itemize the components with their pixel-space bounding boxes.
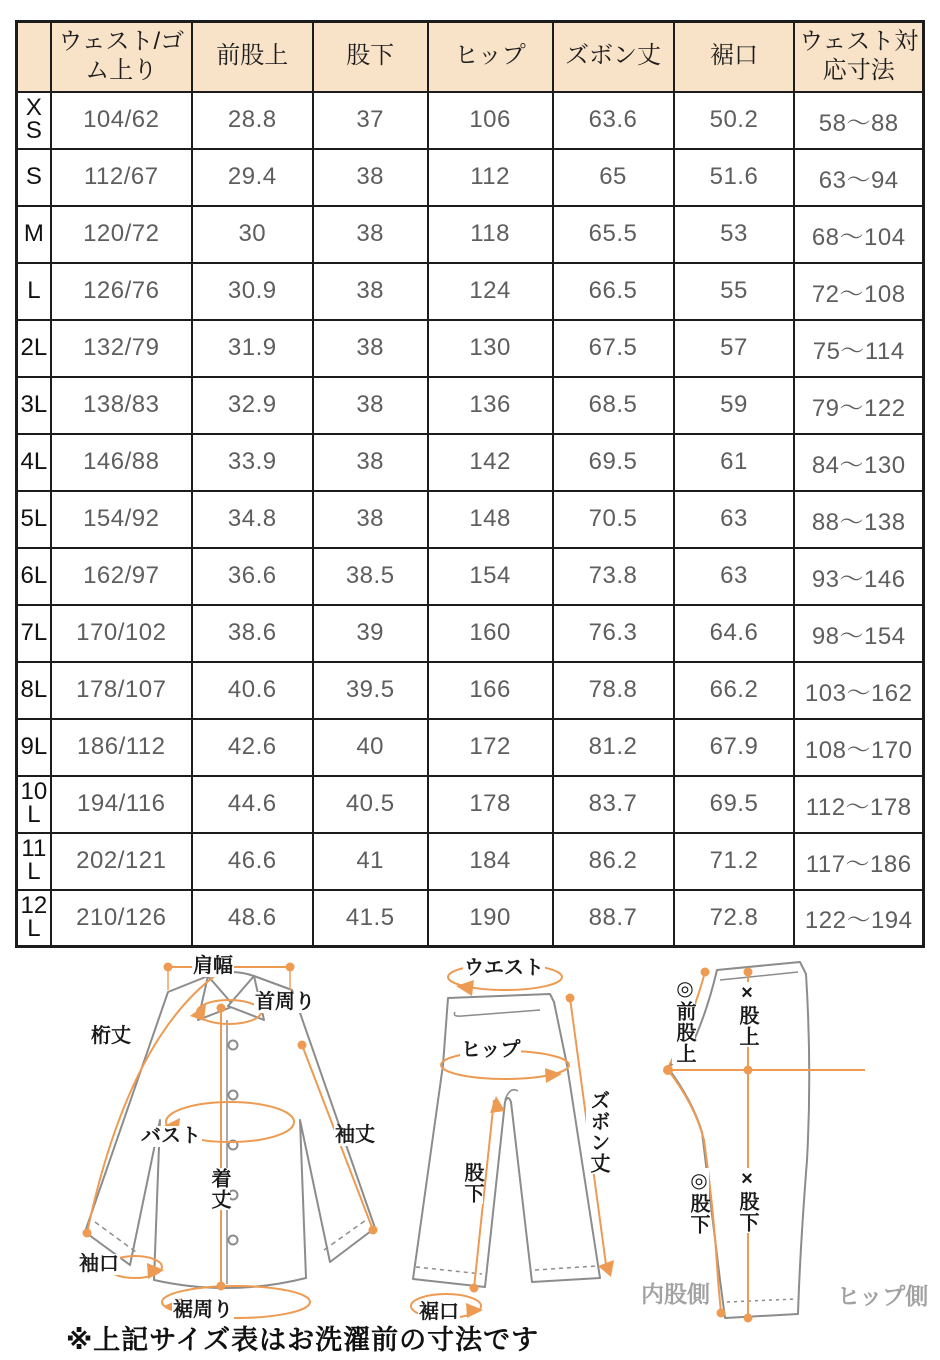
size-cell: 71.2 — [674, 833, 795, 890]
size-cell: 117〜186 — [794, 833, 923, 890]
size-cell: 36.6 — [192, 548, 313, 605]
size-cell: 72.8 — [674, 890, 795, 947]
pants-length-label: ズボン丈 — [587, 1090, 609, 1174]
size-label: S — [17, 149, 51, 206]
size-cell: 132/79 — [51, 320, 192, 377]
size-cell: 70.5 — [553, 491, 674, 548]
header-row — [17, 22, 924, 92]
size-cell: 38.5 — [313, 548, 428, 605]
hip-side-label: ヒップ側 — [837, 1283, 929, 1309]
table-row — [17, 206, 924, 263]
size-cell: 112 — [428, 149, 553, 206]
size-label: 2L — [17, 320, 51, 377]
size-cell: 69.5 — [553, 434, 674, 491]
size-cell: 67.5 — [553, 320, 674, 377]
bust-label: バスト — [141, 1125, 201, 1147]
hem-opening-label: 裾口 — [419, 1301, 459, 1323]
body-length-label: 着丈 — [208, 1168, 230, 1210]
size-cell: 61 — [674, 434, 795, 491]
size-cell: 148 — [428, 491, 553, 548]
cuff-opening-label: 袖口 — [79, 1253, 119, 1275]
size-cell: 38 — [313, 149, 428, 206]
size-label: 11L — [17, 833, 51, 890]
sleeve-length-label: 袖丈 — [335, 1124, 375, 1146]
size-cell: 65 — [553, 149, 674, 206]
size-cell: 63.6 — [553, 92, 674, 149]
size-cell: 41 — [313, 833, 428, 890]
size-cell: 59 — [674, 377, 795, 434]
size-cell: 120/72 — [51, 206, 192, 263]
size-label: 3L — [17, 377, 51, 434]
table-row — [17, 833, 924, 890]
corner-cell — [17, 22, 51, 92]
size-cell: 72〜108 — [794, 263, 923, 320]
inseam-hip-label: ×股下 — [736, 1168, 758, 1233]
size-cell: 130 — [428, 320, 553, 377]
rise-label: ×股上 — [736, 982, 758, 1047]
size-label: 7L — [17, 605, 51, 662]
size-cell: 41.5 — [313, 890, 428, 947]
size-cell: 66.5 — [553, 263, 674, 320]
size-cell: 88.7 — [553, 890, 674, 947]
size-cell: 98〜154 — [794, 605, 923, 662]
size-cell: 33.9 — [192, 434, 313, 491]
size-cell: 64.6 — [674, 605, 795, 662]
size-cell: 37 — [313, 92, 428, 149]
table-row — [17, 149, 924, 206]
col-waist-range: ウェスト対応寸法 — [794, 22, 923, 92]
size-table — [15, 20, 925, 948]
size-cell: 63 — [674, 491, 795, 548]
size-cell: 142 — [428, 434, 553, 491]
table-row — [17, 548, 924, 605]
size-cell: 186/112 — [51, 719, 192, 776]
size-cell: 138/83 — [51, 377, 192, 434]
size-label: L — [17, 263, 51, 320]
neck-girth-label: 首周り — [255, 991, 315, 1013]
size-cell: 86.2 — [553, 833, 674, 890]
col-waist-elastic: ウェスト/ゴム上り — [51, 22, 192, 92]
size-label: 5L — [17, 491, 51, 548]
size-cell: 106 — [428, 92, 553, 149]
size-cell: 42.6 — [192, 719, 313, 776]
size-cell: 78.8 — [553, 662, 674, 719]
size-label: 9L — [17, 719, 51, 776]
inseam-label: 股下 — [461, 1162, 483, 1204]
size-cell: 38 — [313, 434, 428, 491]
size-cell: 55 — [674, 263, 795, 320]
size-cell: 83.7 — [553, 776, 674, 833]
size-cell: 146/88 — [51, 434, 192, 491]
size-cell: 103〜162 — [794, 662, 923, 719]
front-rise-label: ◎前股上 — [673, 976, 695, 1064]
size-label: 10L — [17, 776, 51, 833]
size-cell: 166 — [428, 662, 553, 719]
size-cell: 170/102 — [51, 605, 192, 662]
size-cell: 178 — [428, 776, 553, 833]
size-cell: 190 — [428, 890, 553, 947]
pants-front-illustration — [410, 950, 665, 1350]
size-cell: 50.2 — [674, 92, 795, 149]
size-cell: 31.9 — [192, 320, 313, 377]
size-cell: 126/76 — [51, 263, 192, 320]
table-row — [17, 320, 924, 377]
size-cell: 53 — [674, 206, 795, 263]
size-label: 8L — [17, 662, 51, 719]
size-cell: 30.9 — [192, 263, 313, 320]
size-cell: 38 — [313, 491, 428, 548]
size-cell: 39 — [313, 605, 428, 662]
table-row — [17, 377, 924, 434]
pants-side-diagram — [640, 950, 940, 1355]
table-row — [17, 719, 924, 776]
size-cell: 40 — [313, 719, 428, 776]
size-label: 6L — [17, 548, 51, 605]
size-cell: 38 — [313, 263, 428, 320]
size-cell: 104/62 — [51, 92, 192, 149]
col-inseam: 股下 — [313, 22, 428, 92]
pants-front-diagram — [410, 950, 665, 1350]
size-cell: 112〜178 — [794, 776, 923, 833]
size-cell: 28.8 — [192, 92, 313, 149]
size-cell: 29.4 — [192, 149, 313, 206]
size-cell: 118 — [428, 206, 553, 263]
size-cell: 210/126 — [51, 890, 192, 947]
waist-label: ウエスト — [464, 957, 544, 979]
size-cell: 75〜114 — [794, 320, 923, 377]
size-cell: 66.2 — [674, 662, 795, 719]
shirt-diagram — [40, 950, 400, 1335]
pre-wash-note: ※上記サイズ表はお洗濯前の寸法です — [66, 1325, 540, 1355]
size-cell: 178/107 — [51, 662, 192, 719]
size-cell: 88〜138 — [794, 491, 923, 548]
col-front-rise: 前股上 — [192, 22, 313, 92]
size-cell: 184 — [428, 833, 553, 890]
size-cell: 48.6 — [192, 890, 313, 947]
size-cell: 122〜194 — [794, 890, 923, 947]
size-cell: 202/121 — [51, 833, 192, 890]
hip-label: ヒップ — [461, 1039, 521, 1061]
size-cell: 172 — [428, 719, 553, 776]
size-cell: 154/92 — [51, 491, 192, 548]
size-cell: 194/116 — [51, 776, 192, 833]
size-label: 12L — [17, 890, 51, 947]
shoulder-width-label: 肩幅 — [193, 955, 233, 977]
size-cell: 39.5 — [313, 662, 428, 719]
size-cell: 68.5 — [553, 377, 674, 434]
size-cell: 32.9 — [192, 377, 313, 434]
size-cell: 160 — [428, 605, 553, 662]
size-cell: 93〜146 — [794, 548, 923, 605]
table-row — [17, 890, 924, 947]
size-cell: 108〜170 — [794, 719, 923, 776]
table-row — [17, 434, 924, 491]
yuki-length-label: 桁丈 — [91, 1025, 131, 1047]
size-cell: 76.3 — [553, 605, 674, 662]
col-pants-length: ズボン丈 — [553, 22, 674, 92]
size-cell: 57 — [674, 320, 795, 377]
table-row — [17, 263, 924, 320]
size-cell: 65.5 — [553, 206, 674, 263]
inner-thigh-side-label: 内股側 — [641, 1281, 710, 1307]
table-row — [17, 605, 924, 662]
size-cell: 40.6 — [192, 662, 313, 719]
size-cell: 51.6 — [674, 149, 795, 206]
size-table-body — [17, 92, 924, 947]
size-cell: 81.2 — [553, 719, 674, 776]
size-label: M — [17, 206, 51, 263]
size-cell: 112/67 — [51, 149, 192, 206]
size-cell: 124 — [428, 263, 553, 320]
col-hip: ヒップ — [428, 22, 553, 92]
size-label: XS — [17, 92, 51, 149]
size-cell: 63 — [674, 548, 795, 605]
size-cell: 136 — [428, 377, 553, 434]
size-cell: 44.6 — [192, 776, 313, 833]
size-cell: 40.5 — [313, 776, 428, 833]
table-row — [17, 662, 924, 719]
size-cell: 58〜88 — [794, 92, 923, 149]
size-cell: 84〜130 — [794, 434, 923, 491]
table-row — [17, 491, 924, 548]
size-cell: 79〜122 — [794, 377, 923, 434]
size-cell: 30 — [192, 206, 313, 263]
size-cell: 38.6 — [192, 605, 313, 662]
size-cell: 73.8 — [553, 548, 674, 605]
inseam-inner-label: ◎股下 — [687, 1168, 709, 1235]
size-cell: 154 — [428, 548, 553, 605]
size-cell: 162/97 — [51, 548, 192, 605]
hem-girth-label: 裾周り — [173, 1299, 233, 1321]
table-row — [17, 776, 924, 833]
table-row — [17, 92, 924, 149]
size-cell: 69.5 — [674, 776, 795, 833]
size-cell: 67.9 — [674, 719, 795, 776]
size-cell: 38 — [313, 320, 428, 377]
size-label: 4L — [17, 434, 51, 491]
size-cell: 46.6 — [192, 833, 313, 890]
col-hem: 裾口 — [674, 22, 795, 92]
size-cell: 38 — [313, 377, 428, 434]
size-table-header — [17, 22, 924, 92]
size-cell: 68〜104 — [794, 206, 923, 263]
size-cell: 63〜94 — [794, 149, 923, 206]
size-cell: 38 — [313, 206, 428, 263]
size-cell: 34.8 — [192, 491, 313, 548]
